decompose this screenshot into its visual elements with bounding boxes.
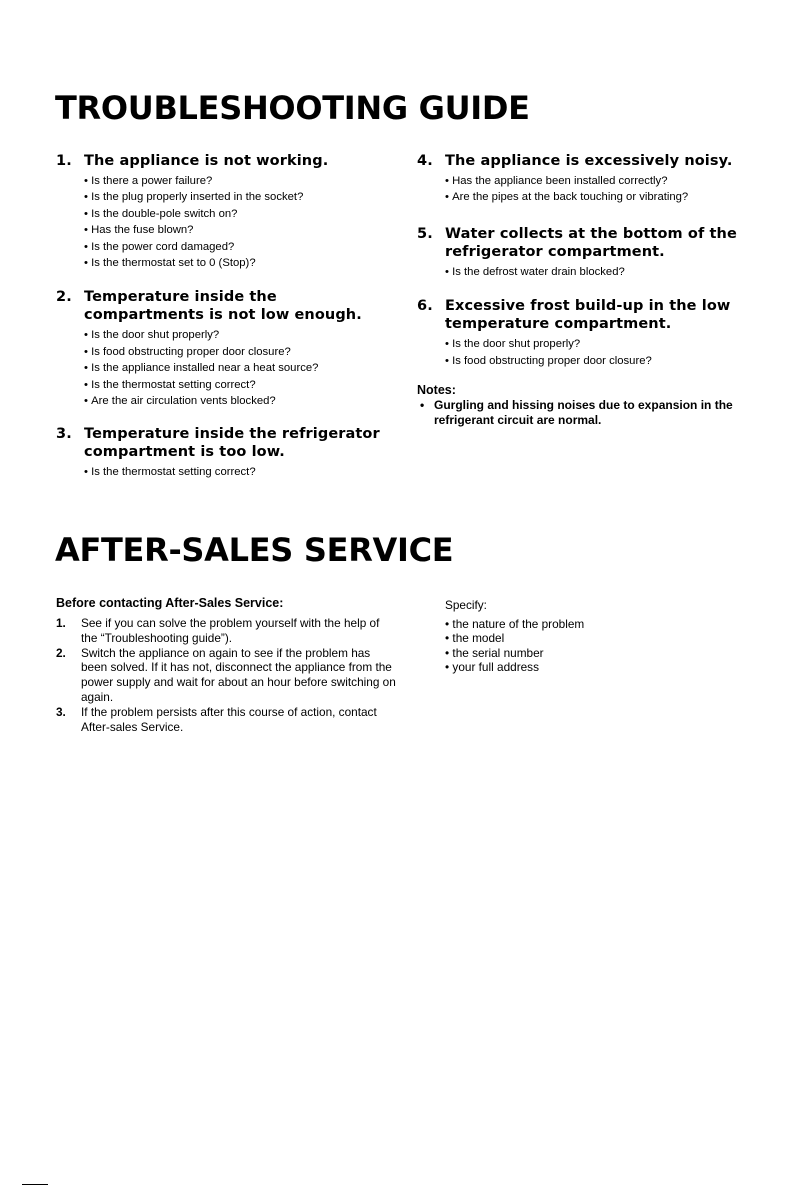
item-heading [56,288,386,324]
step-number: 2. [56,645,66,660]
notes-item [417,398,752,428]
item-number: 4. [417,153,433,169]
step-item [56,705,396,735]
after-sales-title: AFTER-SALES SERVICE [55,531,454,569]
question-item: • Is the appliance installed near a heat source? [84,360,386,376]
item-title-text: Temperature inside the refrigerator compartment is too low. [84,426,380,461]
question-list [445,173,752,206]
step-text: Switch the appliance on again to see if the problem has been solved. If it has not, disconnect the appliance from the power supply and wait for about an hour before switching on again. [81,645,396,704]
specify-item: • your full address [445,660,745,674]
question-item: • Is there a power failure? [84,173,386,189]
question-item: • Are the pipes at the back touching or vibrating? [445,189,752,205]
troubleshooting-item-1 [56,152,386,271]
item-title-text: The appliance is not working. [84,153,329,169]
question-item: • Is the door shut properly? [84,327,386,343]
page-edge-mark [22,1184,48,1185]
question-item: • Is the defrost water drain blocked? [445,264,752,280]
question-list [84,327,386,409]
troubleshooting-item-5 [417,225,752,280]
notes-section [417,383,752,428]
after-sales-steps-column [56,596,396,734]
question-item: • Is the double-pole switch on? [84,206,386,222]
question-list [445,336,752,369]
item-heading [417,152,752,170]
troubleshooting-item-2 [56,288,386,409]
step-number: 3. [56,704,66,719]
question-item: • Is food obstructing proper door closure? [84,344,386,360]
question-item: • Has the fuse blown? [84,222,386,238]
troubleshooting-item-4 [417,152,752,206]
question-item: • Is food obstructing proper door closure? [445,353,752,369]
question-item: • Is the plug properly inserted in the socket? [84,189,386,205]
specify-list [445,617,745,675]
after-sales-specify-column [445,596,745,674]
item-number: 2. [56,289,72,306]
item-title-text: Temperature inside the compartments is not low enough. [84,289,362,324]
item-heading [56,152,386,170]
specify-item: • the nature of the problem [445,617,745,631]
question-item: • Are the air circulation vents blocked? [84,393,386,409]
item-number: 3. [56,426,72,443]
troubleshooting-item-6 [417,297,752,369]
specify-label: Specify: [445,598,487,612]
troubleshooting-item-3 [56,425,386,480]
item-number: 1. [56,153,72,169]
item-title-text: Water collects at the bottom of the refrigerator compartment. [445,225,737,260]
question-item: • Is the thermostat setting correct? [84,464,386,480]
question-item: • Is the thermostat set to 0 (Stop)? [84,255,386,271]
specify-item: • the serial number [445,646,745,660]
item-heading [417,225,752,261]
question-item: • Is the power cord damaged? [84,239,386,255]
step-text: If the problem persists after this course of action, contact After-sales Service. [81,704,377,734]
item-heading [56,425,386,461]
item-title-text: Excessive frost build-up in the low temperature compartment. [445,298,731,333]
item-number: 6. [417,298,433,315]
notes-item-text: Gurgling and hissing noises due to expansion in the refrigerant circuit are normal. [434,398,733,428]
question-list [84,173,386,271]
step-number: 1. [56,616,66,630]
step-item [56,646,396,705]
before-contacting-heading: Before contacting After-Sales Service: [56,596,284,610]
step-item [56,616,396,646]
question-item: • Has the appliance been installed correctly? [445,173,752,189]
notes-heading: Notes: [417,383,456,398]
item-title-text: The appliance is excessively noisy. [445,153,733,169]
troubleshooting-left-column [56,152,386,481]
specify-item: • the model [445,631,745,645]
bullet-icon: • [420,398,425,413]
question-list [445,264,752,280]
step-text: See if you can solve the problem yourself with the help of the “Troubleshooting guide”). [81,616,380,645]
item-number: 5. [417,225,433,242]
question-item: • Is the thermostat setting correct? [84,377,386,393]
question-list [84,464,386,480]
troubleshooting-title: TROUBLESHOOTING GUIDE [55,89,530,127]
question-item: • Is the door shut properly? [445,336,752,352]
item-heading [417,297,752,333]
troubleshooting-right-column [417,152,752,428]
